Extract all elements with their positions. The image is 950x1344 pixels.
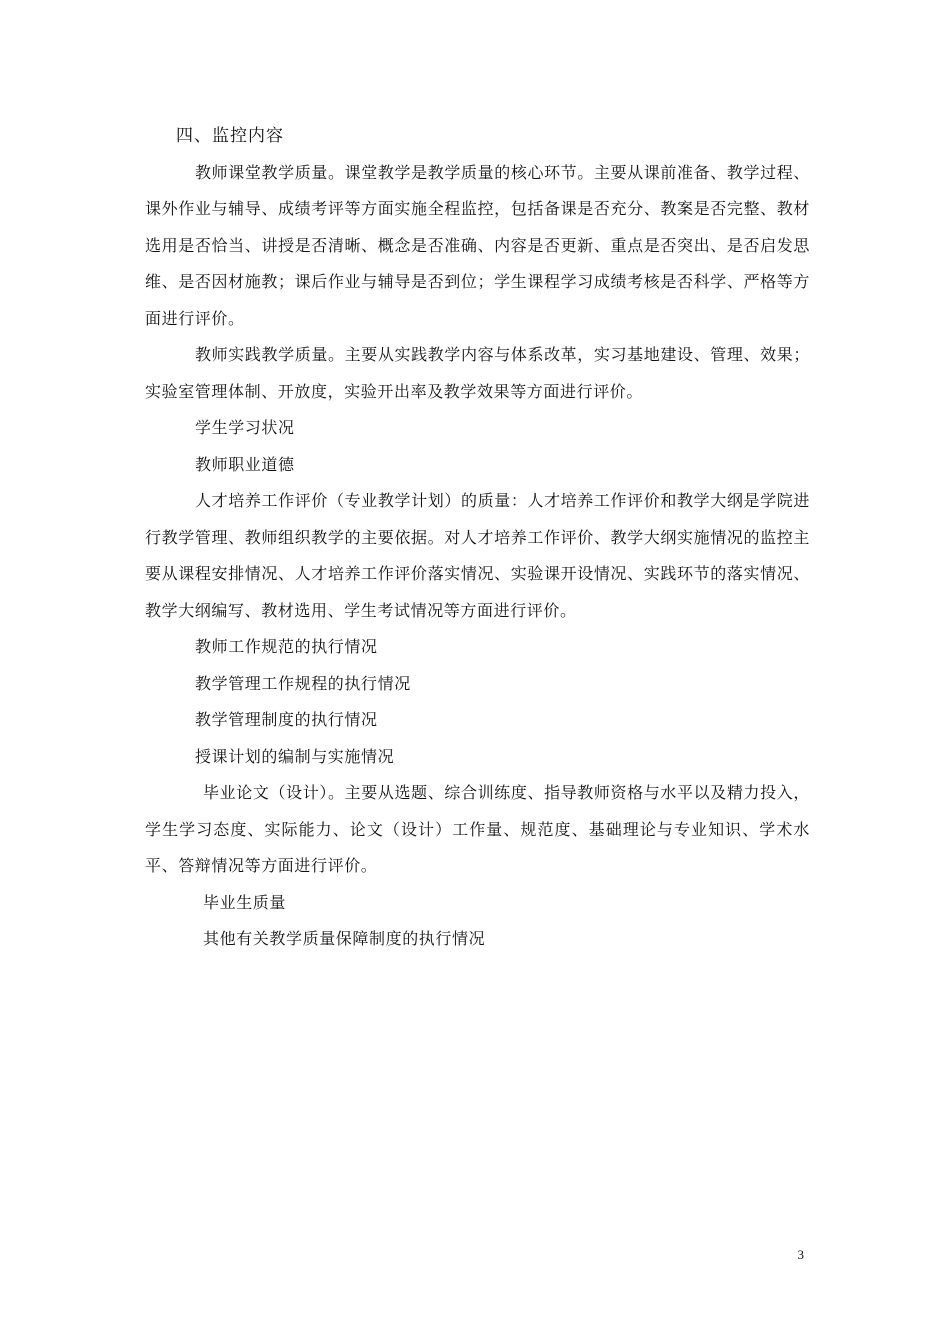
paragraph-classroom-teaching-quality: 教师课堂教学质量。课堂教学是教学质量的核心环节。主要从课前准备、教学过程、课外作业与辅导、成绩考评等方面实施全程监控，包括备课是否充分、教案是否完整、教材选用是否恰当、讲授是否清晰、概念是否准确、内容是否更新、重点是否突出、是否启发思维、是否因材施教；课后作业与辅导是否到位；学生课程学习成绩考核是否科学、严格等方面进行评价。 xyxy=(145,162,810,328)
item-teaching-management-procedures: 教学管理工作规程的执行情况 xyxy=(195,673,411,693)
paragraph-talent-cultivation-evaluation: 人才培养工作评价（专业教学计划）的质量：人才培养工作评价和教学大纲是学院进行教学管理、教师组织教学的主要依据。对人才培养工作评价、教学大纲实施情况的监控主要从课程安排情况、人才培养工作评价落实情况、实验课开设情况、实践环节的落实情况、教学大纲编写、教材选用、学生考试情况等方面进行评价。 xyxy=(145,491,810,620)
item-teaching-plan: 授课计划的编制与实施情况 xyxy=(195,746,395,766)
page-number: 3 xyxy=(797,1247,804,1262)
item-teaching-management-system: 教学管理制度的执行情况 xyxy=(195,710,378,729)
section-heading: 四、监控内容 xyxy=(176,126,284,146)
item-teacher-work-standards: 教师工作规范的执行情况 xyxy=(195,637,378,656)
paragraph-practical-teaching-quality: 教师实践教学质量。主要从实践教学内容与体系改革，实习基地建设、管理、效果；实验室管理体制、开放度，实验开出率及教学效果等方面进行评价。 xyxy=(145,345,810,401)
paragraph-graduation-thesis: 毕业论文（设计）。主要从选题、综合训练度、指导教师资格与水平以及精力投入，学生学习态度、实际能力、论文（设计）工作量、规范度、基础理论与专业知识、学术水平、答辩情况等方面进行评价。 xyxy=(145,783,810,875)
page-content xyxy=(145,118,810,958)
item-teacher-professional-ethics: 教师职业道德 xyxy=(195,454,295,474)
item-graduate-quality: 毕业生质量 xyxy=(203,892,287,912)
item-other-quality-systems: 其他有关教学质量保障制度的执行情况 xyxy=(203,929,486,948)
item-student-learning-status: 学生学习状况 xyxy=(195,418,295,437)
